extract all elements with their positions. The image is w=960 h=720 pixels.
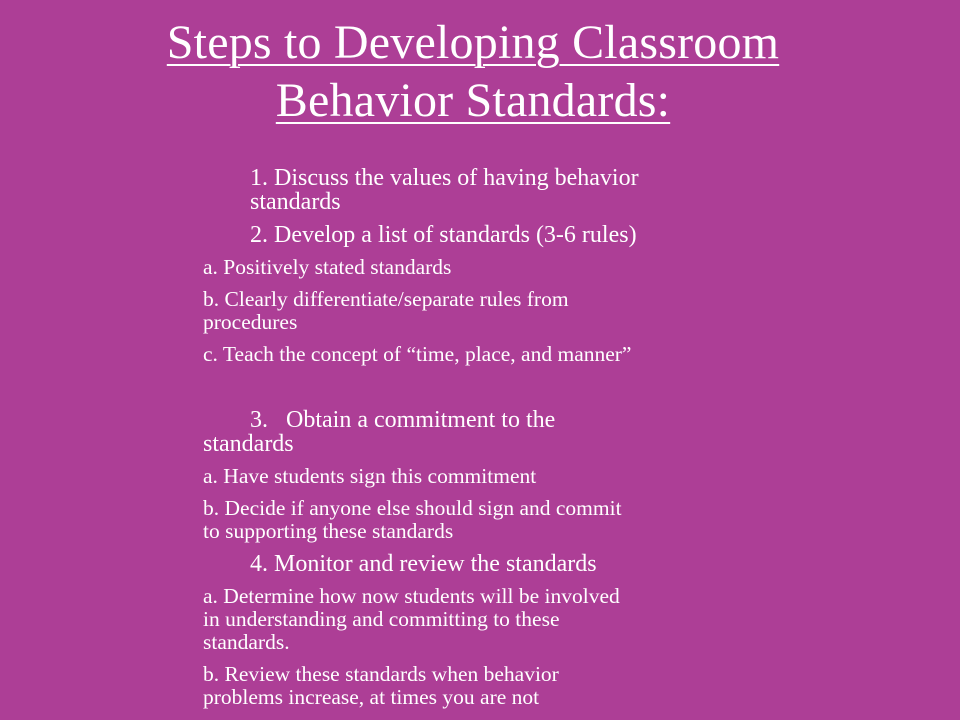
step-3-line-1: 3. Obtain a commitment to the (250, 407, 556, 433)
step-3 (203, 408, 813, 456)
step-4-item-a-line-1: a. Determine how now students will be involved (203, 584, 620, 608)
step-3-line-2: standards (203, 431, 294, 457)
step-2: 2. Develop a list of standards (3-6 rules) (250, 222, 637, 248)
step-4-item-b-line-1: b. Review these standards when behavior (203, 662, 559, 686)
step-1-line-2: standards (250, 189, 341, 215)
step-4: 4. Monitor and review the standards (250, 551, 597, 577)
step-2-item-c: c. Teach the concept of “time, place, and manner” (203, 342, 632, 366)
slide-body (203, 166, 813, 709)
step-2-item-b (203, 288, 813, 334)
step-4-item-b (203, 663, 813, 709)
step-4-item-b-line-2: problems increase, at times you are not (203, 685, 540, 709)
step-3-item-a: a. Have students sign this commitment (203, 464, 537, 488)
step-4-item-a-line-3: standards. (203, 630, 290, 654)
step-1 (203, 166, 813, 214)
title-line-2: Behavior Standards: (275, 74, 671, 127)
step-4-item-a-line-2: in understanding and committing to these (203, 607, 560, 631)
step-3-item-b (203, 497, 813, 543)
slide-title (60, 14, 886, 130)
step-2-item-b-line-1: b. Clearly differentiate/separate rules from (203, 287, 569, 311)
step-3-item-b-line-1: b. Decide if anyone else should sign and commit (203, 496, 622, 520)
step-2-item-a: a. Positively stated standards (203, 255, 452, 279)
title-line-1: Steps to Developing Classroom (166, 16, 780, 69)
step-4-item-a (203, 585, 813, 654)
step-1-line-1: 1. Discuss the values of having behavior (250, 165, 639, 191)
step-2-item-b-line-2: procedures (203, 310, 298, 334)
step-3-item-b-line-2: to supporting these standards (203, 519, 454, 543)
